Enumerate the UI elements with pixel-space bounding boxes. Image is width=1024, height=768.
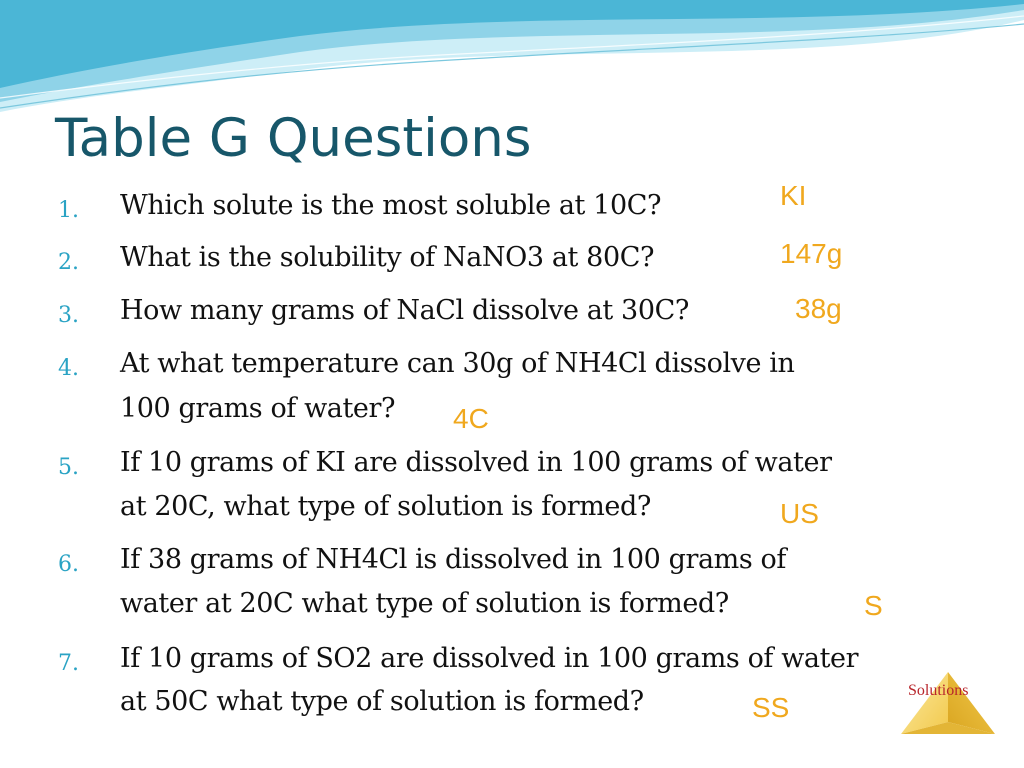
question-number: 2. <box>58 250 79 275</box>
answer-label: SS <box>752 692 790 723</box>
question-text: At what temperature can 30g of NH4Cl dissolve in <box>120 348 795 379</box>
question-number: 3. <box>58 303 79 328</box>
question-number: 4. <box>58 356 79 381</box>
question-text: water at 20C what type of solution is formed? <box>120 588 729 619</box>
question-text: If 10 grams of KI are dissolved in 100 grams of water <box>120 447 832 478</box>
logo-label: Solutions <box>908 682 969 699</box>
pyramid-icon <box>895 670 1001 738</box>
answer-label: US <box>780 498 819 529</box>
question-text: 100 grams of water? <box>120 393 396 424</box>
question-text: How many grams of NaCl dissolve at 30C? <box>120 295 689 326</box>
question-number: 5. <box>58 455 79 480</box>
question-number: 1. <box>58 198 79 223</box>
question-text: What is the solubility of NaNO3 at 80C? <box>120 242 655 273</box>
slide-title: Table G Questions <box>55 108 532 169</box>
question-text: Which solute is the most soluble at 10C? <box>120 190 662 221</box>
answer-label: KI <box>780 180 807 211</box>
answer-label: S <box>864 590 883 621</box>
question-number: 7. <box>58 651 79 676</box>
question-text: If 38 grams of NH4Cl is dissolved in 100 grams of <box>120 544 786 575</box>
question-text: at 50C what type of solution is formed? <box>120 686 644 717</box>
question-text: at 20C, what type of solution is formed? <box>120 491 651 522</box>
answer-label: 38g <box>795 293 842 324</box>
question-number: 6. <box>58 552 79 577</box>
question-text: If 10 grams of SO2 are dissolved in 100 grams of water <box>120 643 859 674</box>
answer-label: 4C <box>453 403 489 434</box>
answer-label: 147g <box>780 238 843 269</box>
